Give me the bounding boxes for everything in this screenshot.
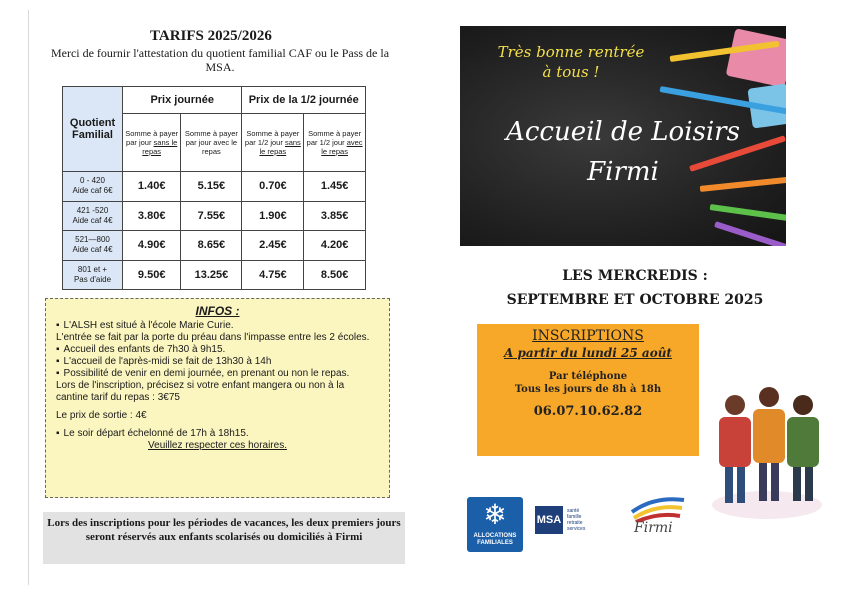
qf-cell: 421 -520 Aide caf 4€ [63,201,123,231]
tarifs-subtitle: Merci de fournir l'attestation du quotient familial CAF ou le Pass de la MSA. [50,46,390,74]
pencil-icon [714,221,786,246]
children-illustration [705,375,830,525]
fold-line [28,10,29,585]
inscriptions-title: INSCRIPTIONS [532,328,644,344]
info-line: ▪ Accueil des enfants de 7h30 à 9h15. [56,344,379,356]
msa-mark-icon: MSA [535,506,563,534]
price-cell: 0.70€ [242,172,304,202]
infos-box [45,298,390,498]
firmi-swoosh-icon [624,492,694,522]
sub-header-2: Somme à payer par jour avec le repas [181,114,242,172]
qf-cell: 521—800 Aide caf 4€ [63,231,123,261]
caf-logo: ❄ ALLOCATIONS FAMILIALES [467,497,523,552]
paper-block [726,28,786,87]
inscriptions-box [477,324,699,456]
sub-header-4: Somme à payer par 1/2 jour avec le repas [304,114,366,172]
price-cell: 1.40€ [123,172,181,202]
table-row [63,172,366,202]
price-cell: 1.45€ [304,172,366,202]
info-line: Veuillez respecter ces horaires. [148,440,287,451]
prix-journee-header: Prix journée [123,87,242,114]
info-line: ▪ L'accueil de l'après-midi se fait de 13h30 à 14h [56,356,379,368]
vacances-notice: Lors des inscriptions pour les périodes de vacances, les deux premiers jours seront réservés aux enfants scolarisés ou domiciliés à Firmi [43,512,405,564]
table-row [63,231,366,261]
price-cell: 3.80€ [123,201,181,231]
pencil-icon [710,204,786,222]
price-cell: 9.50€ [123,260,181,290]
inscriptions-phone-info: Par téléphone Tous les jours de 8h à 18h [514,371,662,395]
phone-number: 06.07.10.62.82 [533,404,643,419]
prix-demi-header: Prix de la 1/2 journée [242,87,366,114]
price-cell: 4.90€ [123,231,181,261]
banner-title: Accueil de Loisirs Firmi [506,117,740,187]
price-cell: 5.15€ [181,172,242,202]
info-line: Le prix de sortie : 4€ [56,410,147,421]
info-line: ▪ Le soir départ échelonné de 17h à 18h15. [56,428,379,440]
infos-title: INFOS : [195,304,240,318]
snowflake-icon: ❄ [483,499,507,530]
info-line: ▪ Possibilité de venir en demi journée, en prenant ou non le repas. [56,368,379,380]
price-cell: 1.90€ [242,201,304,231]
qf-cell: 801 et + Pas d'aide [63,260,123,290]
table-row [63,260,366,290]
info-line: L'entrée se fait par la porte du préau dans l'impasse entre les 2 écoles. [56,332,370,343]
sub-header-3: Somme à payer par 1/2 jour sans le repas [242,114,304,172]
price-cell: 4.20€ [304,231,366,261]
price-cell: 8.65€ [181,231,242,261]
msa-logo [535,506,605,538]
price-cell: 4.75€ [242,260,304,290]
price-cell: 13.25€ [181,260,242,290]
price-cell: 3.85€ [304,201,366,231]
inscriptions-date: A partir du lundi 25 août [504,346,672,360]
banner-image [460,26,786,246]
price-cell: 2.45€ [242,231,304,261]
price-cell: 7.55€ [181,201,242,231]
banner-slogan: Très bonne rentrée à tous ! [497,43,645,81]
info-line: Lors de l'inscription, précisez si votre enfant mangera ou non à la cantine tarif du repas : 3€75 [56,380,345,403]
mercredis-heading: LES MERCREDIS : SEPTEMBRE ET OCTOBRE 2025 [506,268,764,308]
tarifs-title: TARIFS 2025/2026 [150,28,272,44]
firmi-logo: Firmi [624,492,694,552]
price-cell: 8.50€ [304,260,366,290]
qf-cell: 0 - 420 Aide caf 6€ [63,172,123,202]
info-line: ▪ L'ALSH est situé à l'école Marie Curie. [56,320,379,332]
sub-header-1: Somme à payer par jour sans le repas [123,114,181,172]
quotient-header: Quotient Familial [63,87,123,172]
table-row [63,201,366,231]
tarifs-table [62,86,366,290]
msa-taglines: santé famille retraite services [567,508,586,532]
